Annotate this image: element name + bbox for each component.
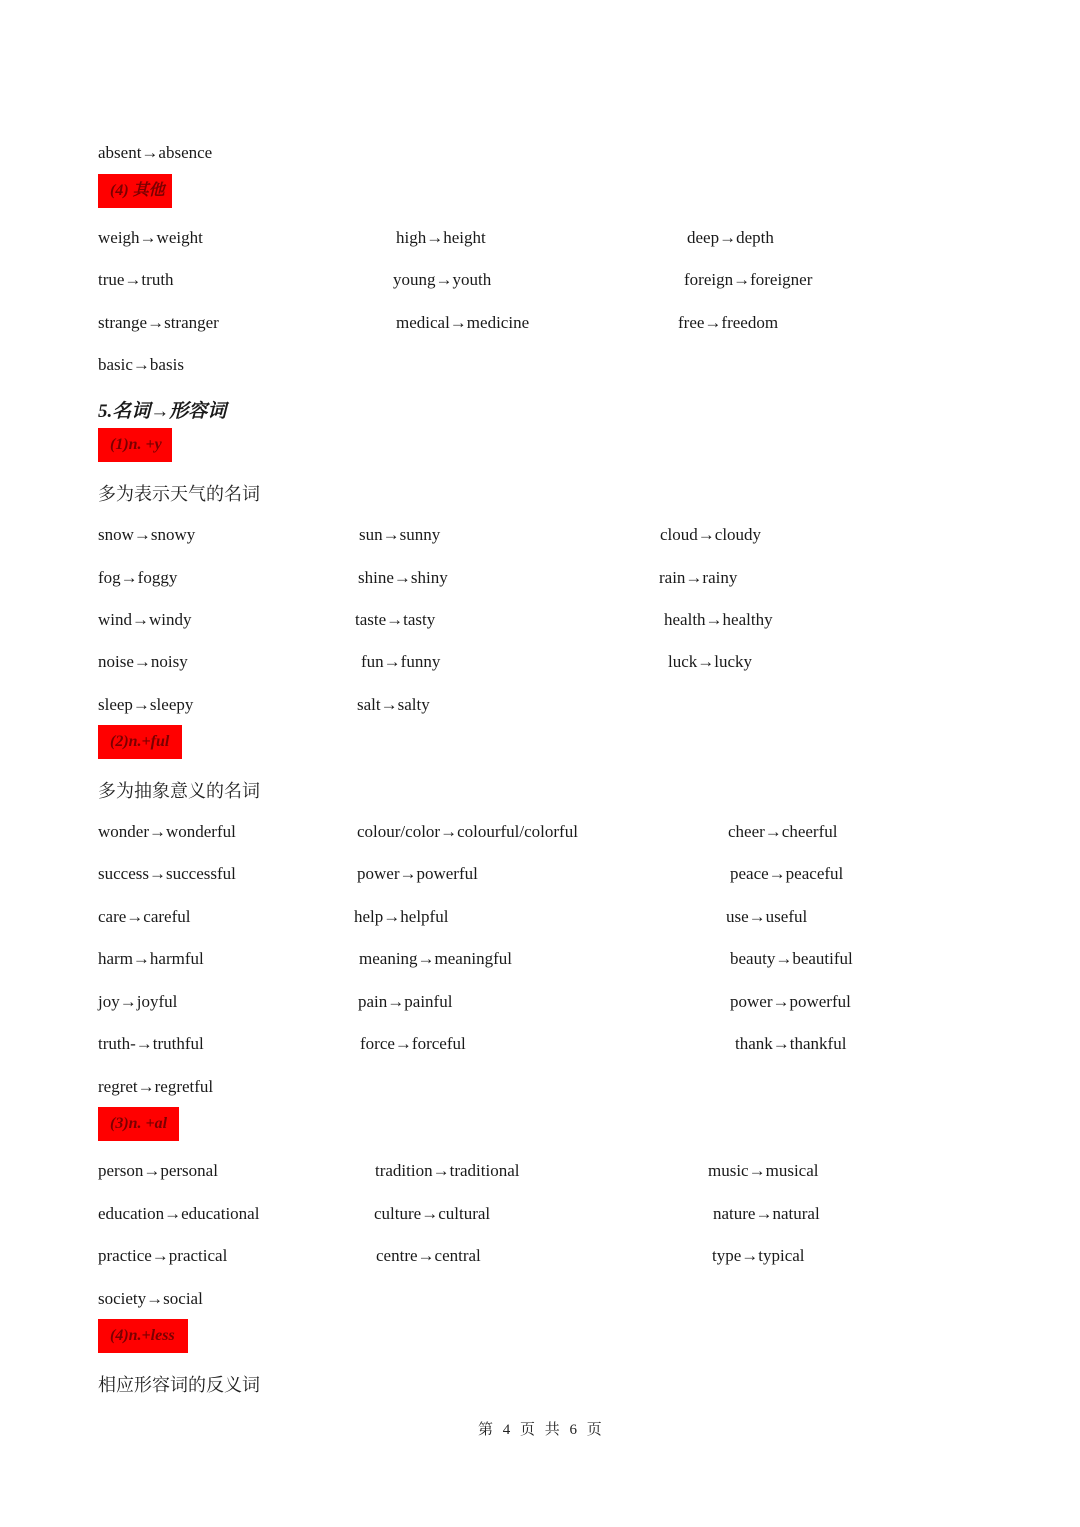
word-pair: deep→depth: [687, 228, 774, 247]
word-pair: society→social: [98, 1289, 203, 1308]
section-tag-other: (4) 其他: [98, 174, 172, 208]
section-tag-less: (4)n.+less: [98, 1319, 188, 1353]
word-pair: meaning→meaningful: [359, 949, 512, 968]
word-pair: rain→rainy: [659, 568, 738, 587]
word-pair: harm→harmful: [98, 949, 204, 968]
section-note: 相应形容词的反义词: [98, 1375, 260, 1395]
word-pair: sleep→sleepy: [98, 695, 194, 714]
word-pair: taste→tasty: [355, 610, 436, 629]
word-pair: use→useful: [726, 907, 808, 926]
section-tag-ful: (2)n.+ful: [98, 725, 182, 759]
word-pair: success→successful: [98, 864, 236, 883]
word-pair: pain→painful: [358, 992, 453, 1011]
word-pair: health→healthy: [664, 610, 773, 629]
word-pair: peace→peaceful: [730, 864, 844, 883]
word-pair: regret→regretful: [98, 1077, 214, 1096]
word-pair: care→careful: [98, 907, 191, 926]
section-tag-y: (1)n. +y: [98, 428, 172, 462]
word-pair: strange→stranger: [98, 313, 219, 332]
word-pair: true→truth: [98, 270, 174, 289]
word-pair: cloud→cloudy: [660, 525, 762, 544]
word-pair: thank→thankful: [735, 1034, 847, 1053]
word-pair: power→powerful: [730, 992, 851, 1011]
word-pair: sun→sunny: [359, 525, 441, 544]
word-pair: help→helpful: [354, 907, 449, 926]
page-footer: 第 4 页 共 6 页: [478, 1422, 605, 1438]
word-pair: free→freedom: [678, 313, 779, 332]
word-pair: luck→lucky: [668, 652, 753, 671]
word-pair: shine→shiny: [358, 568, 448, 587]
word-pair: power→powerful: [357, 864, 478, 883]
word-pair: person→personal: [98, 1161, 218, 1180]
word-pair: basic→basis: [98, 355, 184, 374]
section-heading: 5.名词→形容词: [98, 401, 227, 422]
section-note: 多为表示天气的名词: [98, 484, 260, 504]
word-pair: weigh→weight: [98, 228, 203, 247]
word-pair: tradition→traditional: [375, 1161, 520, 1180]
word-pair: education→educational: [98, 1204, 260, 1223]
word-pair: fun→funny: [361, 652, 441, 671]
word-pair: nature→natural: [713, 1204, 820, 1223]
word-pair: joy→joyful: [98, 992, 178, 1011]
word-pair: cheer→cheerful: [728, 822, 838, 841]
word-pair: practice→practical: [98, 1246, 228, 1265]
word-pair: force→forceful: [360, 1034, 466, 1053]
word-pair: truth-→truthful: [98, 1034, 204, 1053]
word-pair: wind→windy: [98, 610, 192, 629]
word-pair: high→height: [396, 228, 486, 247]
word-pair: snow→snowy: [98, 525, 196, 544]
word-pair: medical→medicine: [396, 313, 530, 332]
section-note: 多为抽象意义的名词: [98, 781, 260, 801]
word-pair: salt→salty: [357, 695, 430, 714]
word-pair: beauty→beautiful: [730, 949, 853, 968]
word-pair: type→typical: [712, 1246, 805, 1265]
word-pair: wonder→wonderful: [98, 822, 236, 841]
word-pair: centre→central: [376, 1246, 481, 1265]
word-pair: absent→absence: [98, 143, 213, 162]
section-tag-al: (3)n. +al: [98, 1107, 179, 1141]
word-pair: music→musical: [708, 1161, 819, 1180]
word-pair: culture→cultural: [374, 1204, 491, 1223]
word-pair: young→youth: [393, 270, 492, 289]
word-pair: colour/color→colourful/colorful: [357, 822, 578, 841]
word-pair: fog→foggy: [98, 568, 178, 587]
word-pair: noise→noisy: [98, 652, 188, 671]
word-pair: foreign→foreigner: [684, 270, 813, 289]
